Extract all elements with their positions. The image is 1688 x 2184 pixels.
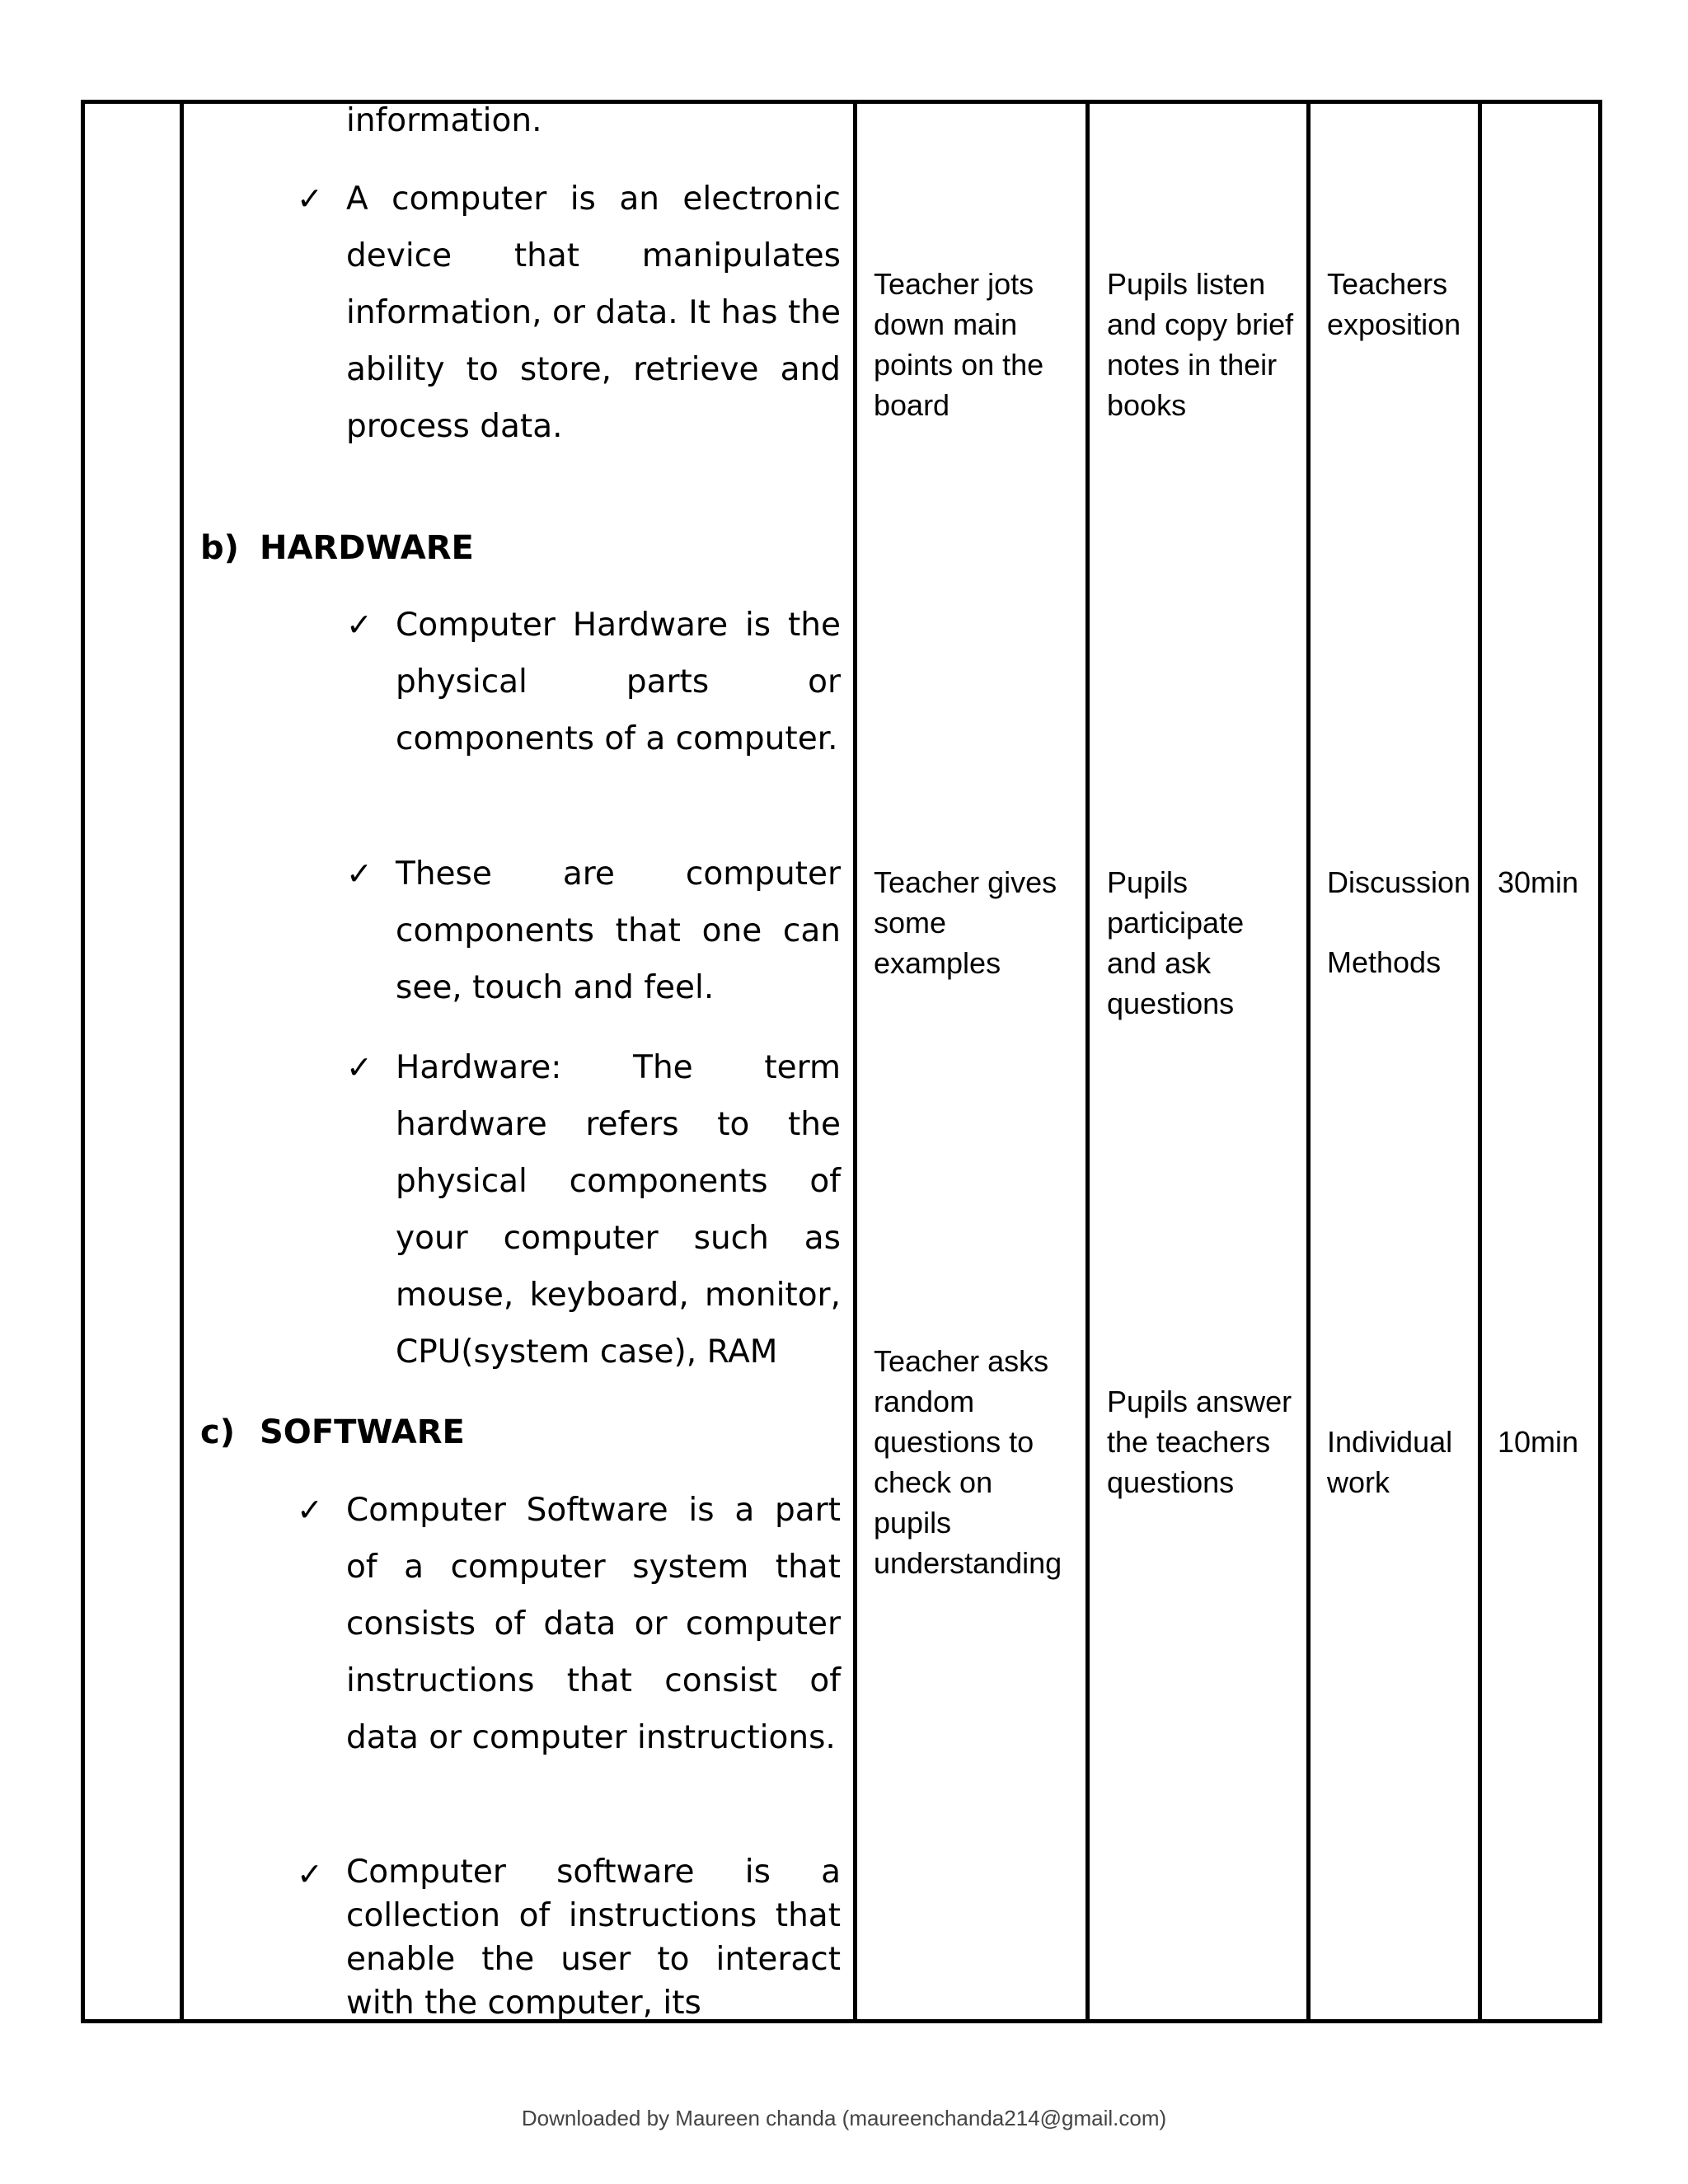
method-cell: Methods (1327, 945, 1442, 979)
column-divider (1478, 100, 1482, 2023)
download-footer: Downloaded by Maureen chanda (maureenchanda214@gmail.com) (521, 2106, 1167, 2130)
teacher-activity: Teacher asks random questions to check on pupils understanding (874, 1344, 1062, 1580)
hardware-bullet: These are computer components that one can see, touch and feel. (396, 855, 841, 1006)
software-bullet: Computer Software is a part of a computer system that consists of data or computer instructions that consist of data or computer instructions. (346, 1492, 841, 1756)
method-cell: Individual work (1327, 1425, 1453, 1499)
time-cell: 30min (1498, 865, 1579, 899)
time-cell: 10min (1498, 1425, 1579, 1459)
teacher-activity: Teacher gives some examples (874, 865, 1057, 980)
hardware-label: b) (200, 529, 239, 567)
pupil-activity: Pupils listen and copy brief notes in their books (1107, 267, 1294, 422)
software-heading: SOFTWARE (260, 1413, 465, 1451)
method-cell: Discussion (1327, 865, 1471, 899)
software-label: c) (200, 1413, 235, 1451)
check-icon: ✓ (297, 1492, 323, 1528)
method-cell: Teachers exposition (1327, 267, 1461, 341)
software-bullet: Computer software is a collection of instructions that enable the user to interact with the computer, its (346, 1854, 841, 2022)
intro-tail: information. (346, 102, 542, 139)
check-icon: ✓ (346, 607, 373, 643)
check-icon: ✓ (297, 1856, 323, 1892)
lesson-table (81, 100, 1602, 2023)
hardware-heading: HARDWARE (260, 529, 474, 567)
column-divider (1306, 100, 1311, 2023)
intro-bullet: A computer is an electronic device that manipulates information, or data. It has the ability to store, retrieve and process data. (346, 180, 841, 445)
pupil-activity: Pupils participate and ask questions (1107, 865, 1245, 1020)
column-divider (1085, 100, 1090, 2023)
teacher-activity: Teacher jots down main points on the board (874, 267, 1044, 422)
column-divider (853, 100, 857, 2023)
pupil-activity: Pupils answer the teachers questions (1107, 1385, 1292, 1499)
check-icon: ✓ (297, 180, 323, 217)
check-icon: ✓ (346, 855, 373, 892)
check-icon: ✓ (346, 1049, 373, 1085)
hardware-bullet: Computer Hardware is the physical parts or components of a computer. (396, 607, 841, 757)
column-divider (180, 100, 184, 2023)
hardware-bullet: Hardware: The term hardware refers to the physical components of your computer such as mouse, keyboard, monitor, CPU(system case), RAM (396, 1049, 841, 1371)
